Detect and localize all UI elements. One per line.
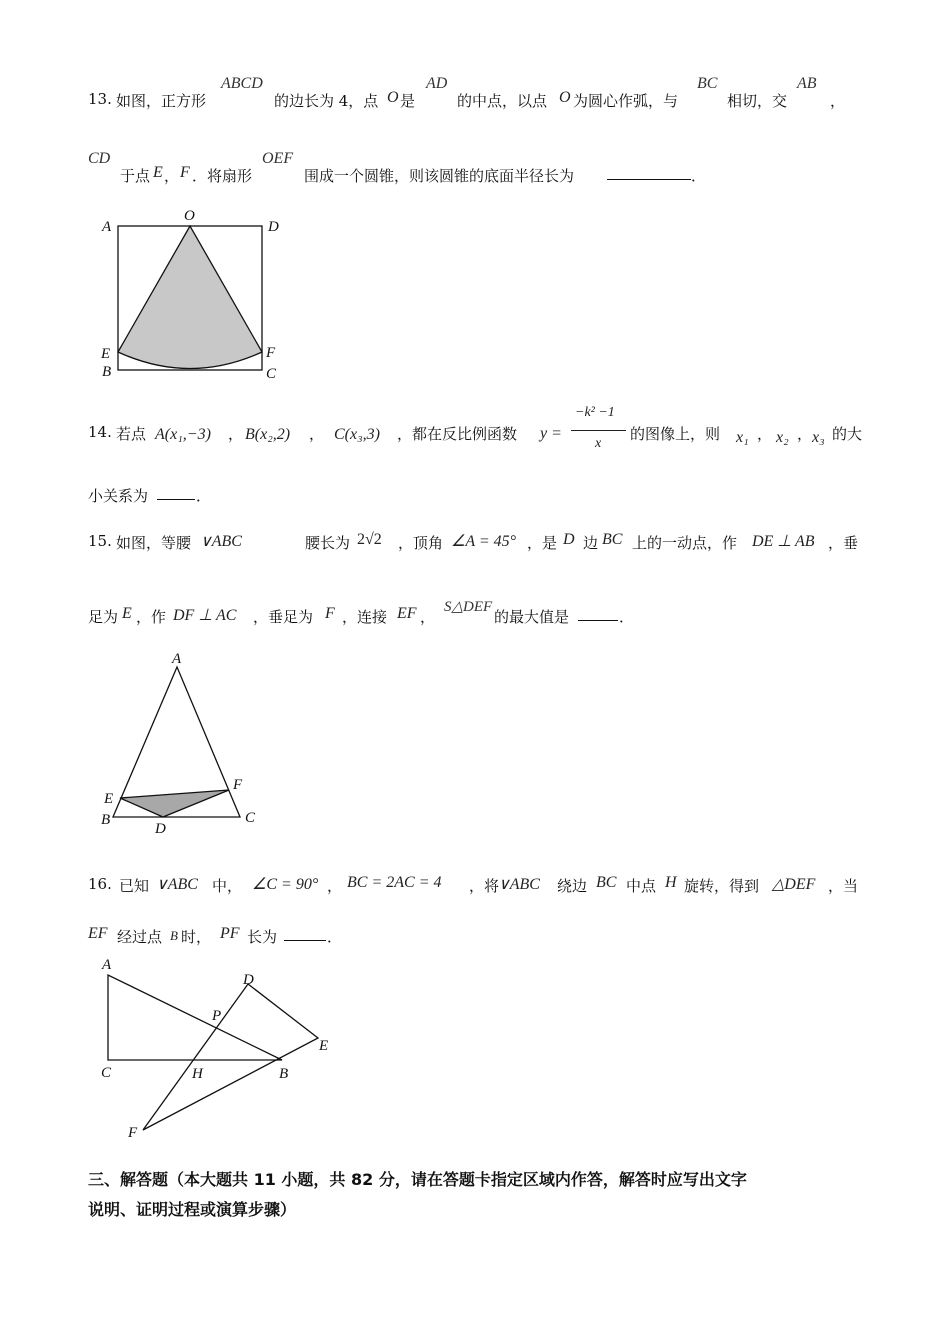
q16-text: 已知	[119, 877, 150, 895]
q13-text: ．	[691, 167, 707, 185]
q13-text: ，	[164, 167, 180, 185]
q13-number: 13.	[88, 90, 112, 108]
q16-text: 旋转，得到	[684, 877, 760, 895]
q15-math: D	[563, 531, 575, 548]
q13-math: O	[387, 89, 399, 106]
triangle-def	[143, 984, 318, 1130]
label-a: A	[172, 651, 182, 667]
q15-math: 2√2	[357, 531, 382, 548]
label-b: B	[102, 364, 112, 380]
q13-text: ，	[830, 92, 846, 110]
q15-math: BC	[602, 531, 623, 548]
q14-text: 的大	[832, 425, 863, 443]
q13-math: BC	[697, 75, 718, 92]
q14-x1: x₁	[736, 429, 749, 446]
label-c: C	[266, 366, 277, 382]
q13-math: O	[559, 89, 571, 106]
label-f: F	[128, 1125, 138, 1141]
label-e: E	[101, 346, 111, 362]
q15-text: ，垂	[828, 534, 859, 552]
q15-text: ，	[420, 608, 436, 626]
q15-number: 15.	[88, 532, 112, 550]
q15-math: E	[122, 605, 132, 622]
label-d: D	[155, 821, 166, 837]
label-b: B	[279, 1066, 289, 1082]
section-heading-line: 三、解答题（本大题共 11 小题，共 82 分，请在答题卡指定区域内作答，解答时应写出文字	[88, 1170, 747, 1189]
q13-text: 于点	[120, 167, 151, 185]
triangle-abc	[108, 975, 282, 1060]
q13-text: 相切，交	[727, 92, 788, 110]
q15-figure	[95, 645, 270, 840]
q16-text: ．	[327, 928, 343, 946]
label-p: P	[212, 1008, 222, 1024]
q14-denominator: x	[595, 436, 602, 451]
q16-math: ∠C = 90°	[252, 876, 319, 893]
q16-text: ，当	[828, 877, 859, 895]
q15-text: ，顶角	[398, 534, 444, 552]
q16-text: ，将	[469, 877, 500, 895]
q13-math: OEF	[262, 150, 294, 167]
q14-text: ，	[309, 425, 325, 443]
q14-text: ，	[797, 425, 813, 443]
q15-text: 上的一动点，作	[632, 534, 738, 552]
label-e: E	[319, 1038, 329, 1054]
q13-text: ．将扇形	[192, 167, 253, 185]
q13-math: F	[180, 164, 190, 181]
q14-numerator: −k² −1	[575, 405, 615, 420]
q16-math: ∨ABC	[156, 876, 198, 893]
q16-math: BC = 2AC = 4	[347, 874, 442, 891]
q16-math: B	[170, 928, 178, 943]
q16-math: ∨ABC	[498, 876, 540, 893]
q16-text: ，	[327, 877, 343, 895]
q16-text: 中点	[626, 877, 657, 895]
q14-point-c: C(x₃,3)	[334, 426, 380, 443]
q14-text: 的图像上，则	[630, 425, 721, 443]
label-a: A	[102, 219, 112, 235]
q13-figure	[95, 200, 295, 385]
q16-number: 16.	[88, 875, 112, 893]
q14-text: ，都在反比例函数	[397, 425, 518, 443]
q16-text: 时，	[181, 928, 212, 946]
q16-math: PF	[220, 925, 240, 942]
q13-math: ABCD	[221, 75, 263, 92]
label-b: B	[101, 812, 111, 828]
q13-text: 为圆心作弧，与	[573, 92, 679, 110]
q15-text: 腰长为	[305, 534, 351, 552]
q16-math: BC	[596, 874, 617, 891]
q13-math: E	[153, 164, 163, 181]
triangle-def	[120, 790, 229, 817]
q13-math: CD	[88, 150, 111, 167]
q16-math: H	[665, 874, 677, 891]
label-d: D	[243, 972, 254, 988]
label-c: C	[245, 810, 256, 826]
q15-text: ，作	[136, 608, 167, 626]
q16-figure	[95, 950, 340, 1145]
q15-math: DE ⊥ AB	[752, 533, 815, 550]
q13-text: 是	[400, 92, 416, 110]
q16-text: 中，	[212, 877, 243, 895]
q15-text: 的最大值是	[494, 608, 570, 626]
q14-point-b: B(x₂,2)	[245, 426, 291, 443]
label-e: E	[104, 791, 114, 807]
q13-text: 围成一个圆锥，则该圆锥的底面半径长为	[304, 167, 575, 185]
q14-x2: x₂	[776, 429, 789, 446]
q14-text: ．	[196, 487, 212, 505]
q15-text: 如图，等腰	[116, 534, 192, 552]
answer-blank[interactable]	[284, 926, 326, 941]
q13-text: 的中点，以点	[457, 92, 548, 110]
q15-math: ∠A = 45°	[451, 533, 517, 550]
q14-point-a: A(x₁,−3)	[155, 426, 211, 443]
q15-text: 边	[583, 534, 599, 552]
q16-text: 经过点	[117, 928, 163, 946]
q15-text: ，连接	[342, 608, 388, 626]
label-h: H	[192, 1066, 203, 1082]
label-d: D	[268, 219, 279, 235]
q16-math: △DEF	[772, 876, 816, 893]
q14-y-equals: y =	[540, 425, 562, 442]
q14-text: ，	[228, 425, 244, 443]
q16-math: EF	[88, 925, 108, 942]
label-a: A	[102, 957, 112, 973]
q15-math: EF	[397, 605, 417, 622]
q16-text: 长为	[247, 928, 278, 946]
section-heading-line: 说明、证明过程或演算步骤）	[88, 1200, 297, 1219]
q15-math: DF ⊥ AC	[173, 607, 237, 624]
q13-text: 如图，正方形	[116, 92, 207, 110]
sector-oef	[118, 226, 262, 369]
q15-text: ，是	[527, 534, 558, 552]
answer-blank[interactable]	[157, 485, 195, 500]
answer-blank[interactable]	[578, 606, 618, 621]
label-c: C	[101, 1065, 112, 1081]
q13-math: AD	[426, 75, 448, 92]
q14-text: ，	[757, 425, 773, 443]
label-f: F	[266, 345, 276, 361]
label-f: F	[233, 777, 243, 793]
q15-math: S△DEF	[444, 599, 493, 615]
q15-math: F	[325, 605, 335, 622]
q15-text: 足为	[88, 608, 119, 626]
q13-math: AB	[797, 75, 817, 92]
q15-text: ，垂足为	[253, 608, 314, 626]
answer-blank[interactable]	[607, 165, 691, 180]
fraction-bar	[571, 430, 626, 431]
q14-text: 若点	[116, 425, 147, 443]
label-o: O	[184, 208, 195, 224]
q16-text: 绕边	[557, 877, 588, 895]
q14-number: 14.	[88, 423, 112, 441]
q15-math: ∨ABC	[200, 533, 242, 550]
q13-text: 的边长为 4，点	[274, 92, 379, 110]
q14-x3: x₃	[812, 429, 825, 446]
q15-text: ．	[619, 608, 635, 626]
q14-text: 小关系为	[88, 487, 149, 505]
